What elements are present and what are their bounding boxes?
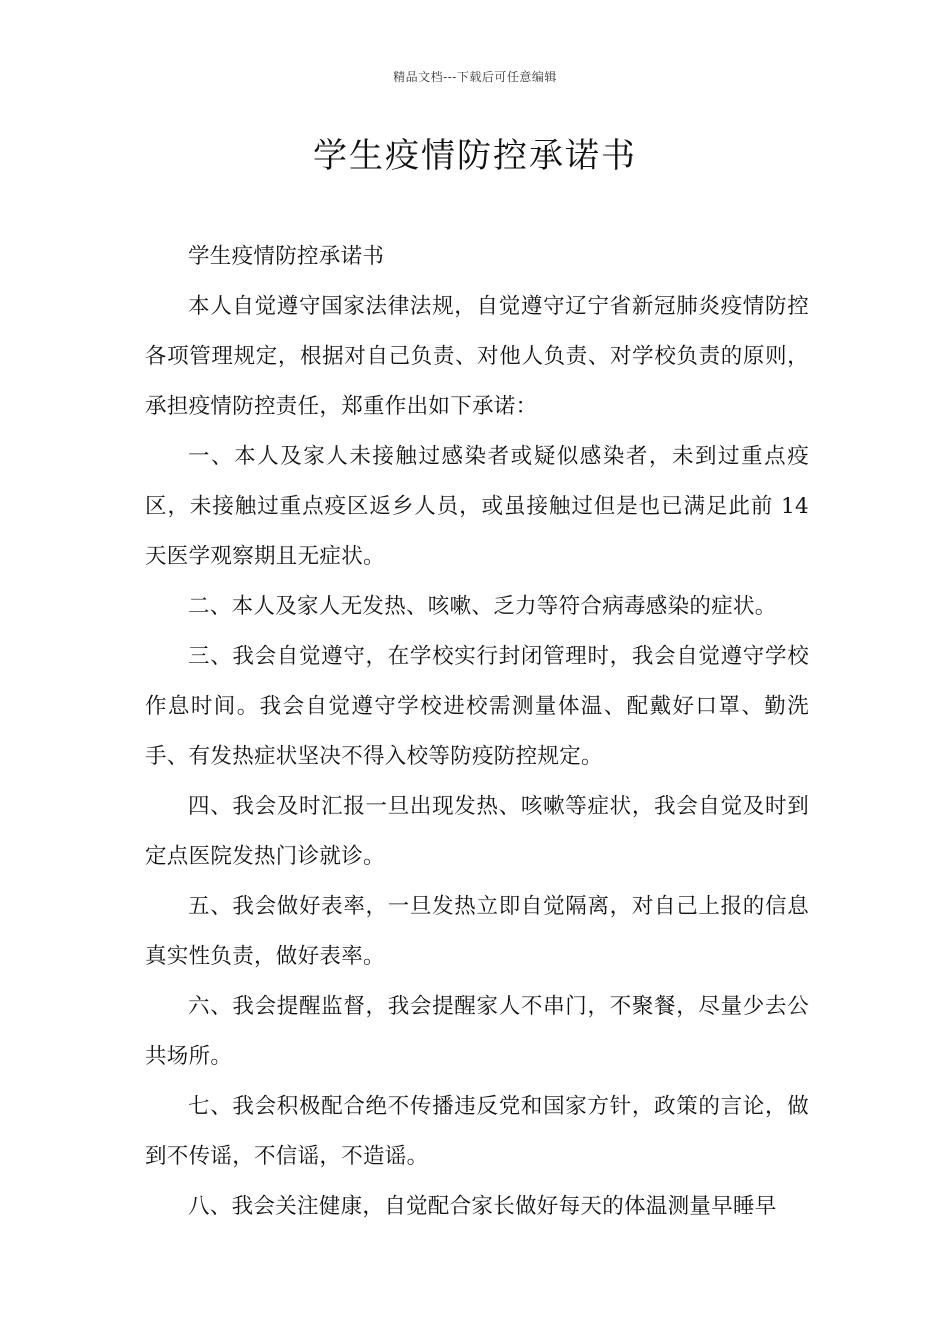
paragraph-item-4: 四、我会及时汇报一旦出现发热、咳嗽等症状，我会自觉及时到定点医院发热门诊就诊。 — [145, 794, 809, 869]
paragraph-item-5: 五、我会做好表率，一旦发热立即自觉隔离，对自己上报的信息真实性负责，做好表率。 — [145, 894, 809, 969]
document-body — [145, 232, 809, 1232]
paragraph-item-1: 一、本人及家人未接触过感染者或疑似感染者，未到过重点疫区，未接触过重点疫区返乡人员，或虽接触过但是也已满足此前 14 天医学观察期且无症状。 — [145, 444, 809, 569]
paragraph-item-3: 三、我会自觉遵守，在学校实行封闭管理时，我会自觉遵守学校作息时间。我会自觉遵守学校进校需测量体温、配戴好口罩、勤洗手、有发热症状坚决不得入校等防疫防控规定。 — [145, 644, 809, 769]
paragraph-item-6: 六、我会提醒监督，我会提醒家人不串门，不聚餐，尽量少去公共场所。 — [145, 994, 809, 1069]
paragraph-item-2: 二、本人及家人无发热、咳嗽、乏力等符合病毒感染的症状。 — [188, 594, 777, 619]
paragraph-subtitle: 学生疫情防控承诺书 — [188, 244, 385, 269]
paragraph-item-7: 七、我会积极配合绝不传播违反党和国家方针，政策的言论，做到不传谣，不信谣，不造谣。 — [145, 1094, 809, 1169]
header-note: 精品文档---下载后可任意编辑 — [393, 70, 557, 84]
paragraph-intro: 本人自觉遵守国家法律法规，自觉遵守辽宁省新冠肺炎疫情防控各项管理规定，根据对自己负责、对他人负责、对学校负责的原则，承担疫情防控责任，郑重作出如下承诺： — [145, 294, 809, 419]
document-title: 学生疫情防控承诺书 — [313, 136, 637, 176]
paragraph-item-8: 八、我会关注健康，自觉配合家长做好每天的体温测量早睡早 — [188, 1194, 777, 1219]
